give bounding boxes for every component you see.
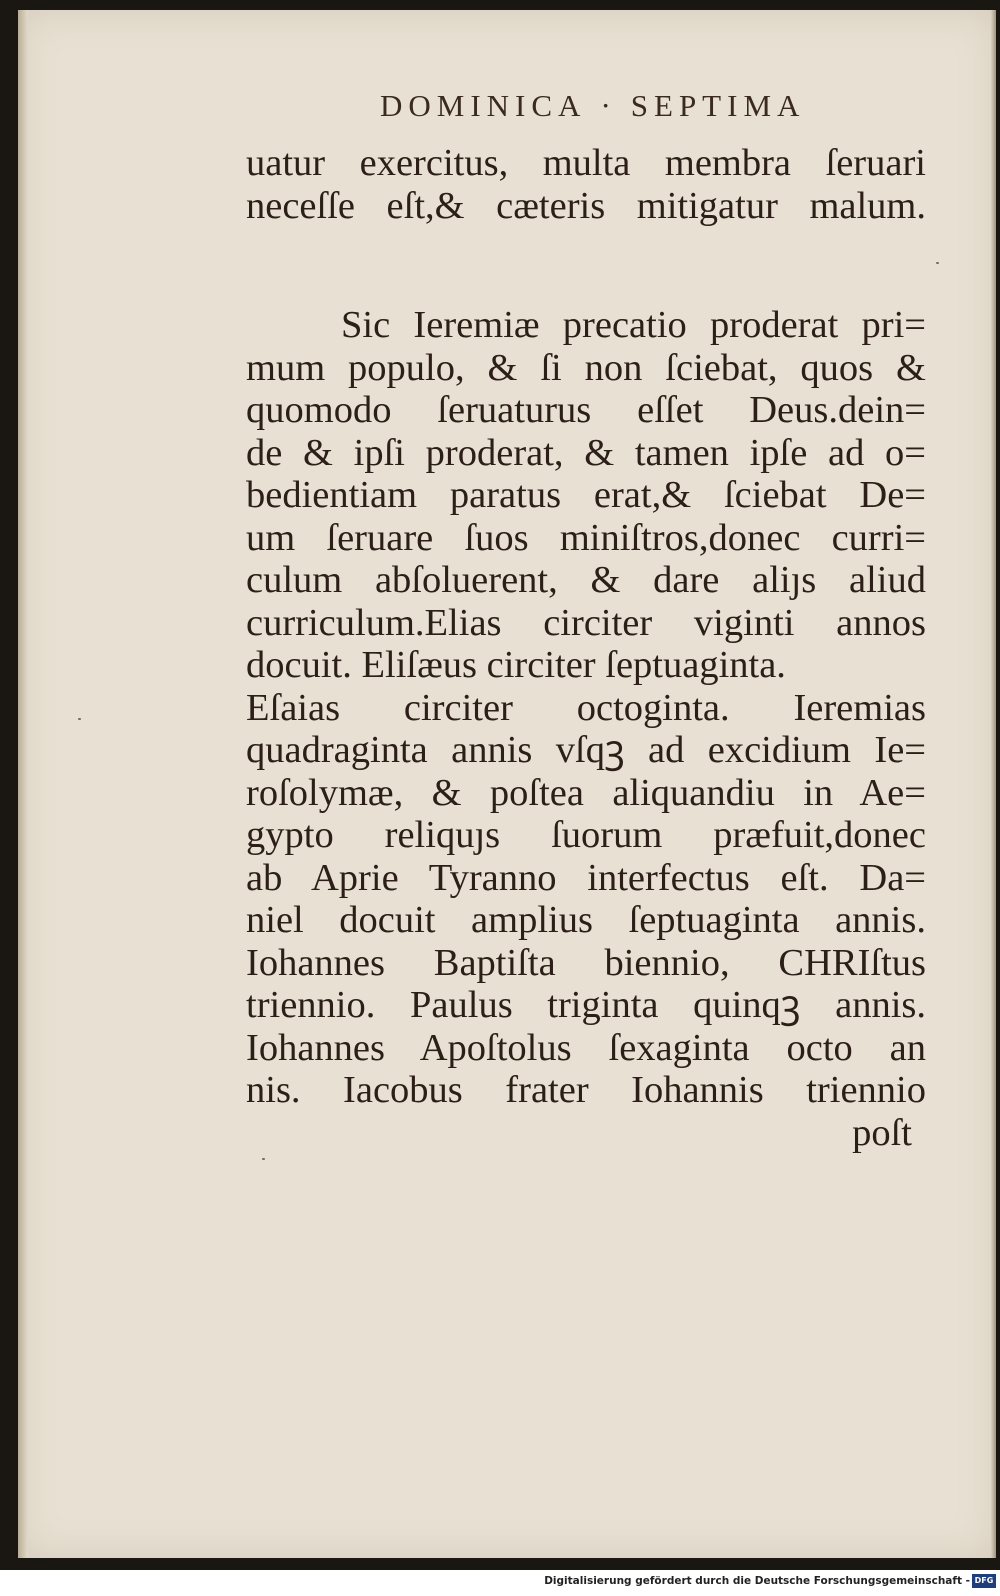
text-line: uatur exercitus, multa membra ſeruari [246,142,926,184]
text-line: Iohannes Baptiſta biennio, CHRIſtus [246,941,926,984]
running-head-left: DOMINICA [380,88,587,123]
text-line: triennio. Paulus triginta quinqꝫ annis. [246,984,926,1026]
text-line: de & ipſi proderat, & tamen ipſe ad o= [246,431,926,474]
text-line: roſolymæ, & poſtea aliquandiu in Ae= [246,771,926,814]
text-block-main [246,304,926,1154]
text-line: mum populo, & ſi non ſciebat, quos & [246,346,926,389]
text-line: quadraginta annis vſqꝫ ad excidium Ie= [246,729,926,771]
text-line: Sic Ieremiæ precatio proderat pri= [341,304,926,346]
dfg-logo-icon: DFG [972,1574,996,1588]
paper-speck [78,718,81,720]
text-line: neceſſe eſt,& cæteris mitigatur malum. [246,184,926,227]
text-line: culum abſoluerent, & dare aliȷs aliud [246,559,926,601]
text-line: um ſeruare ſuos miniſtros,donec curri= [246,516,926,559]
footer-bar [0,1570,1000,1596]
text-line: curriculum.Elias circiter viginti annos [246,601,926,644]
text-line: docuit. Eliſæus circiter ſeptuaginta. [246,644,786,686]
text-line: Iohannes Apoſtolus ſexaginta octo an [246,1026,926,1069]
text-line: Eſaias circiter octoginta. Ieremias [246,686,926,729]
text-line: niel docuit amplius ſeptuaginta annis. [246,899,926,941]
text-line: bedientiam paratus erat,& ſciebat De= [246,474,926,516]
running-head-separator: · [600,88,617,123]
text-line: gypto reliquȷs ſuorum præfuit,donec [246,814,926,856]
catchword: poſt [852,1111,912,1154]
text-line: nis. Iacobus frater Iohannis triennio [246,1069,926,1111]
text-block-continuation [246,142,926,227]
running-head [380,88,850,124]
running-head-right: SEPTIMA [630,88,806,123]
text-line: ab Aprie Tyranno interfectus eſt. Da= [246,856,926,899]
paper-speck [262,1158,265,1160]
paper-speck [936,262,939,264]
text-line: quomodo ſeruaturus eſſet Deus.dein= [246,389,926,431]
page-edge [991,10,996,1558]
footer-credit: Digitalisierung gefördert durch die Deutsche Forschungsgemeinschaft - [544,1575,970,1587]
page-gutter [18,10,28,1558]
